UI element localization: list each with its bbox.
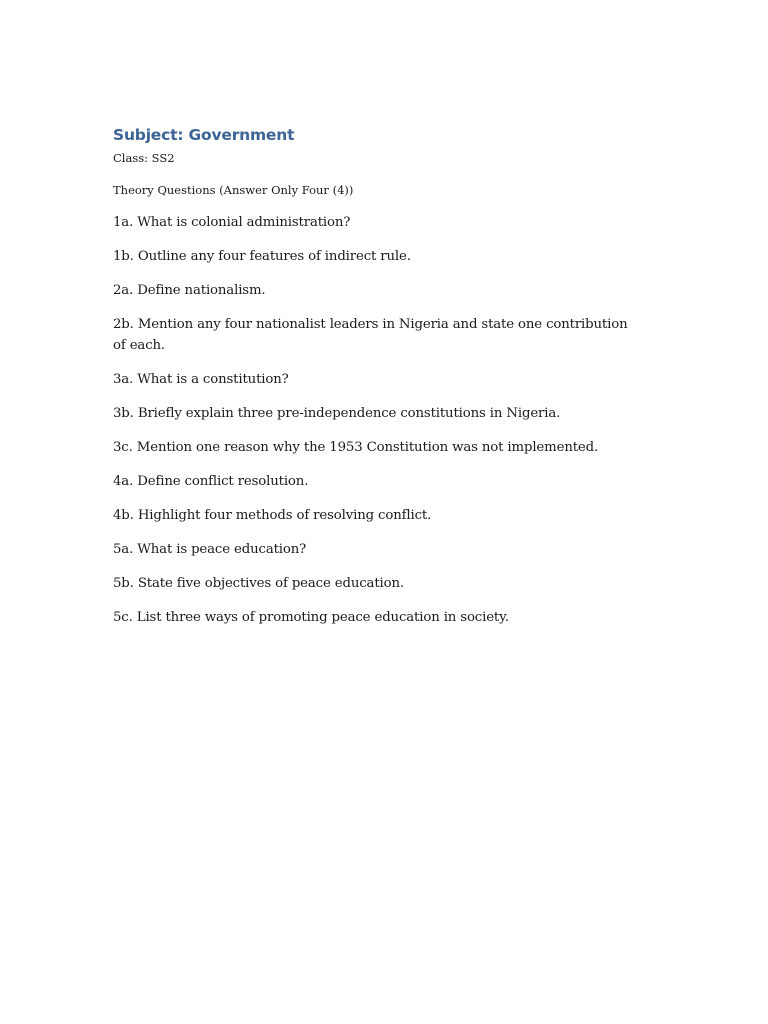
question-item: 5b. State five objectives of peace education. (113, 576, 404, 591)
document-body (113, 124, 643, 641)
question-item: 3b. Briefly explain three pre-independence constitutions in Nigeria. (113, 406, 561, 421)
question-item: 1a. What is colonial administration? (113, 215, 351, 230)
class-line: Class: SS2 (113, 151, 175, 165)
question-item: 2a. Define nationalism. (113, 283, 266, 298)
question-item: 4b. Highlight four methods of resolving conflict. (113, 508, 432, 523)
question-item: 3c. Mention one reason why the 1953 Constitution was not implemented. (113, 440, 599, 455)
question-item: 2b. Mention any four nationalist leaders in Nigeria and state one contribution of each. (113, 317, 628, 353)
question-item: 5c. List three ways of promoting peace education in society. (113, 610, 509, 625)
subject-title: Subject: Government (113, 126, 295, 144)
question-item: 1b. Outline any four features of indirect rule. (113, 249, 411, 264)
question-item: 4a. Define conflict resolution. (113, 474, 309, 489)
instructions-line: Theory Questions (Answer Only Four (4)) (113, 183, 354, 197)
question-item: 3a. What is a constitution? (113, 372, 289, 387)
question-item: 5a. What is peace education? (113, 542, 307, 557)
